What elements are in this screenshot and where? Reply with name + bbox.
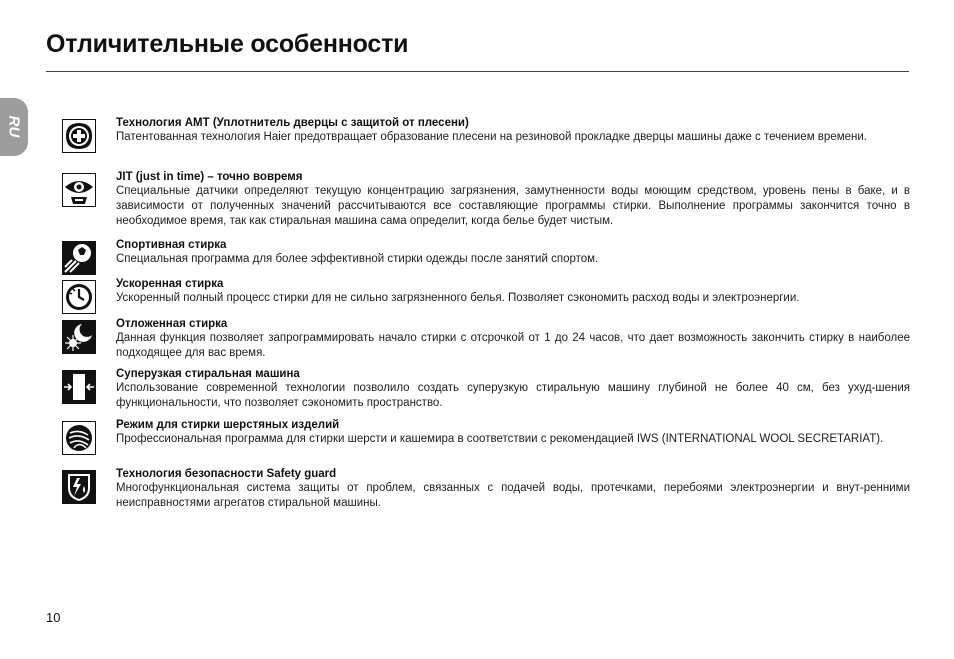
title-divider	[46, 71, 909, 72]
feature-title: JIT (just in time) – точно вовремя	[116, 171, 303, 183]
page-title: Отличительные особенности	[46, 30, 409, 58]
feature-description: Использование современной технологии позволило создать суперузкую стиральную машину глубиной не более 40 см, без ухуд-шения функциональности, что позволяет сэкономить пространство.	[116, 382, 910, 409]
feature-description: Патентованная технология Haier предотвращает образование плесени на резиновой прокладке дверцы машины даже с течением времени.	[116, 131, 867, 143]
feature-jit	[62, 170, 910, 229]
feature-sport	[62, 238, 910, 267]
language-tab	[0, 98, 28, 156]
sport-ball-icon	[62, 241, 96, 275]
feature-description: Специальные датчики определяют текущую концентрацию загрязнения, замутненности воды моющим средством, уровень пены в баке, и в зависимости от полученных значений рассчитываются все составляющие программы стирки. Выполнение программы закончится точно в необходимое время, так как стиральная машина сама определит, когда белье будет чистым.	[116, 185, 910, 227]
feature-amt	[62, 116, 910, 145]
feature-description: Профессиональная программа для стирки шерсти и кашемира в соответствии с рекомендацией IWS (INTERNATIONAL WOOL SECRETARIAT).	[116, 433, 884, 445]
feature-delay	[62, 317, 910, 361]
feature-description: Данная функция позволяет запрограммировать начало стирки с отсрочкой от 1 до 24 часов, что дает возможность закончить стирку в наиболее подходящее для вас время.	[116, 332, 910, 359]
page-number: 10	[46, 610, 61, 625]
eye-sensor-icon	[62, 173, 96, 207]
wool-yarn-icon	[62, 421, 96, 455]
clock-quick-icon	[62, 280, 96, 314]
feature-title: Ускоренная стирка	[116, 278, 224, 290]
sun-moon-icon	[62, 320, 96, 354]
door-seal-plus-icon	[62, 119, 96, 153]
feature-title: Спортивная стирка	[116, 239, 227, 251]
slim-machine-icon	[62, 370, 96, 404]
feature-quick	[62, 277, 910, 306]
feature-description: Ускоренный полный процесс стирки для не сильно загрязненного белья. Позволяет сэкономить расход воды и электроэнергии.	[116, 292, 800, 304]
language-tab-label: RU	[5, 115, 23, 138]
feature-slim	[62, 367, 910, 411]
feature-title: Суперузкая стиральная машина	[116, 368, 300, 380]
feature-title: Технология АМТ (Уплотнитель дверцы с защитой от плесени)	[116, 117, 469, 129]
safety-guard-icon	[62, 470, 96, 504]
feature-safety	[62, 467, 910, 511]
feature-title: Отложенная стирка	[116, 318, 228, 330]
feature-title: Режим для стирки шерстяных изделий	[116, 419, 340, 431]
feature-description: Многофункциональная система защиты от проблем, связанных с подачей воды, протечками, перебоями электроэнергии и внут-ренними неисправностями агрегатов стиральной машины.	[116, 482, 910, 509]
feature-description: Специальная программа для более эффективной стирки одежды после занятий спортом.	[116, 253, 599, 265]
feature-wool	[62, 418, 910, 447]
feature-title: Технология безопасности Safety guard	[116, 468, 337, 480]
